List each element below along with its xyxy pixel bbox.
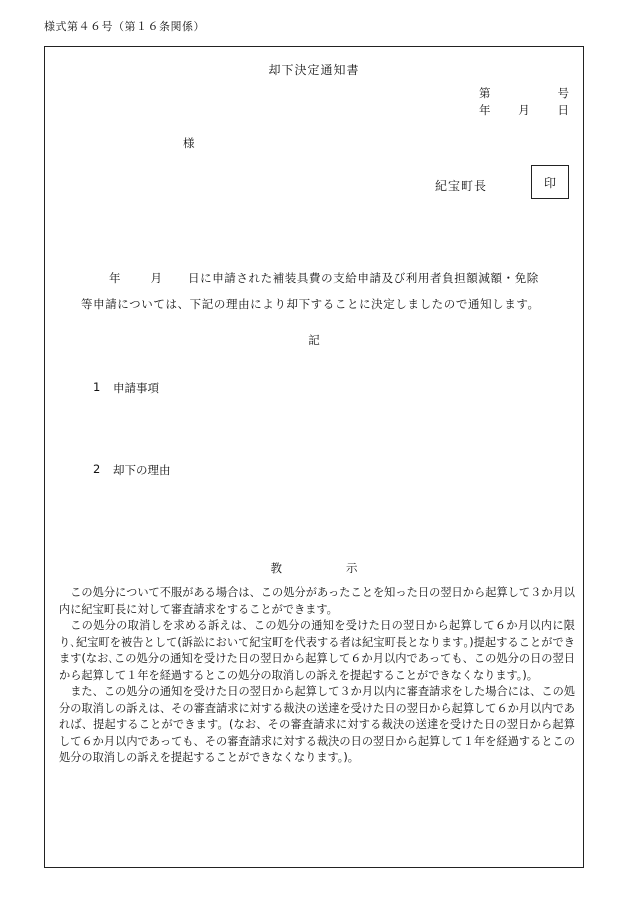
date-year: 年 bbox=[479, 103, 491, 117]
number-prefix: 第 bbox=[479, 86, 491, 100]
number-suffix: 号 bbox=[557, 86, 569, 100]
intro-line-1-text: 日に申請された補装具費の支給申請及び利用者負担額減額・免除 bbox=[188, 271, 539, 285]
item-reason bbox=[93, 462, 171, 478]
notice-paragraph: この処分の取消しを求める訴えは、この処分の通知を受けた日の翌日から起算して６か月以内に限り､紀宝町を被告として(訴訟において紀宝町を代表する者は紀宝町長となります｡)提起することができます(なお､この処分の通知を受けた日の翌日から起算して６か月以内であっても、この処分の日の翌日から起算して１年を経過するとこの処分の取消しの訴えを提起することができなくなります。)。 bbox=[59, 619, 575, 682]
item-number: 2 bbox=[93, 462, 101, 476]
intro-year: 年 bbox=[109, 271, 121, 285]
kyoji-right: 示 bbox=[346, 561, 358, 575]
kyoji-heading bbox=[45, 560, 583, 576]
intro-line-2: 等申請については、下記の理由により却下することに決定しましたので通知します。 bbox=[81, 297, 540, 311]
seal-label: 印 bbox=[543, 175, 556, 190]
ki-heading: 記 bbox=[308, 333, 320, 347]
document-number-line bbox=[479, 85, 569, 101]
date-day: 日 bbox=[557, 103, 569, 117]
item-label: 却下の理由 bbox=[113, 463, 171, 477]
seal-box bbox=[531, 165, 569, 199]
form-number: 様式第４６号（第１６条関係） bbox=[44, 20, 205, 33]
intro-month: 月 bbox=[150, 271, 162, 285]
notice-paragraph: また、この処分の通知を受けた日の翌日から起算して３か月以内に審査請求をした場合には、この処分の取消しの訴えは、その審査請求に対する裁決の送達を受けた日の翌日から起算して６か月以内であれば、提起することができます。(なお、その審査請求に対する裁決の送達を受けた日の翌日から起算して６か月以内であっても、その審査請求に対する裁決の日の翌日から起算して１年を経過するとこの処分の取消しの訴えを提起することができなくなります。)。 bbox=[59, 685, 575, 764]
notice-paragraph: この処分について不服がある場合は、この処分があったことを知った日の翌日から起算して３か月以内に紀宝町長に対して審査請求をすることができます。 bbox=[59, 586, 575, 616]
item-number: 1 bbox=[93, 380, 101, 394]
addressee: 様 bbox=[183, 136, 195, 150]
notice-text bbox=[59, 585, 575, 767]
intro-text bbox=[81, 265, 581, 317]
issuer-name: 紀宝町長 bbox=[435, 179, 488, 193]
intro-line-1 bbox=[81, 265, 581, 291]
item-label: 申請事項 bbox=[113, 381, 159, 395]
document-frame bbox=[44, 46, 584, 868]
kyoji-left: 教 bbox=[270, 561, 282, 575]
item-application bbox=[93, 380, 159, 396]
date-month: 月 bbox=[518, 103, 530, 117]
document-title: 却下決定通知書 bbox=[268, 63, 360, 77]
document-date-line bbox=[479, 102, 569, 118]
